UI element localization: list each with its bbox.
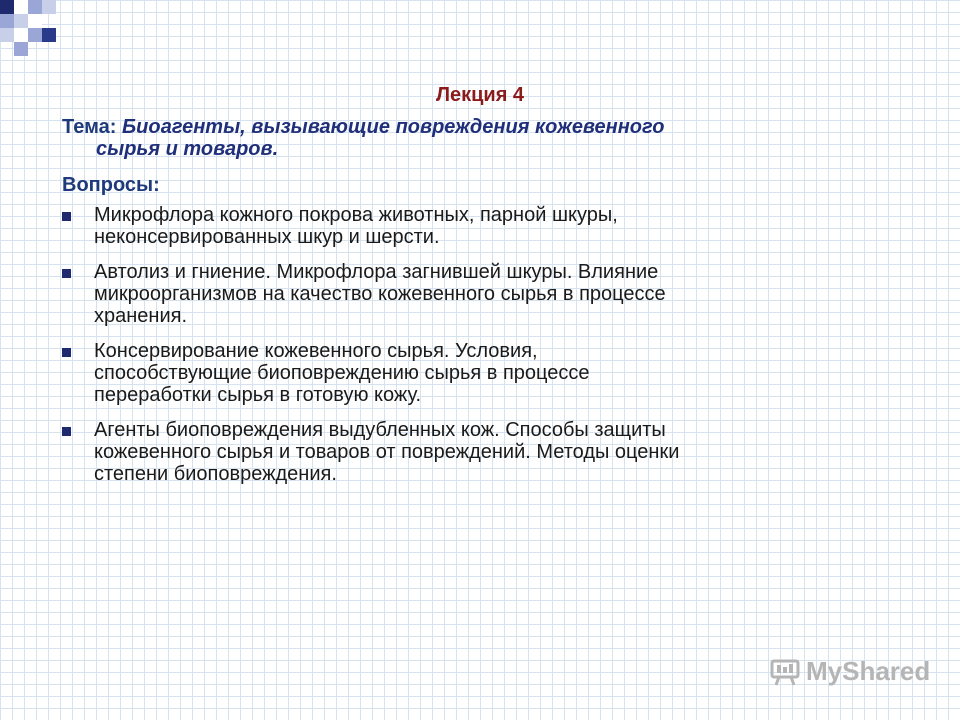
list-item-line: Консервирование кожевенного сырья. Условия, [94, 340, 538, 362]
list-item [62, 261, 902, 327]
list-item-line: Автолиз и гниение. Микрофлора загнившей шкуры. Влияние [94, 261, 659, 283]
watermark-text: MyShared [806, 656, 931, 686]
list-item-line: степени биоповреждения. [94, 463, 337, 485]
list-item-line: Агенты биоповреждения выдубленных кож. Способы защиты [94, 419, 666, 441]
list-item [62, 419, 902, 485]
watermark [770, 656, 930, 687]
list-item-line: переработки сырья в готовую кожу. [94, 384, 422, 406]
list-item-line: неконсервированных шкур и шерсти. [94, 226, 440, 248]
list-item-line: Микрофлора кожного покрова животных, парной шкуры, [94, 204, 618, 226]
bullet-icon [62, 269, 71, 278]
topic [62, 116, 892, 160]
questions-list [62, 204, 902, 498]
questions-label: Вопросы: [62, 174, 160, 196]
list-item-line: хранения. [94, 305, 188, 327]
slide-title: Лекция 4 [435, 84, 525, 106]
list-item-line: способствующие биоповреждению сырья в процессе [94, 362, 590, 384]
list-item [62, 204, 902, 248]
list-item [62, 340, 902, 406]
bullet-icon [62, 348, 71, 357]
bullet-icon [62, 212, 71, 221]
topic-text-line1: Биоагенты, вызывающие повреждения кожевенного [121, 116, 665, 138]
topic-label: Тема: [62, 116, 117, 138]
bullet-icon [62, 427, 71, 436]
list-item-line: микроорганизмов на качество кожевенного сырья в процессе [94, 283, 666, 305]
list-item-line: кожевенного сырья и товаров от повреждений. Методы оценки [94, 441, 680, 463]
topic-text-line2: сырья и товаров. [96, 138, 279, 160]
presentation-icon [770, 658, 800, 686]
